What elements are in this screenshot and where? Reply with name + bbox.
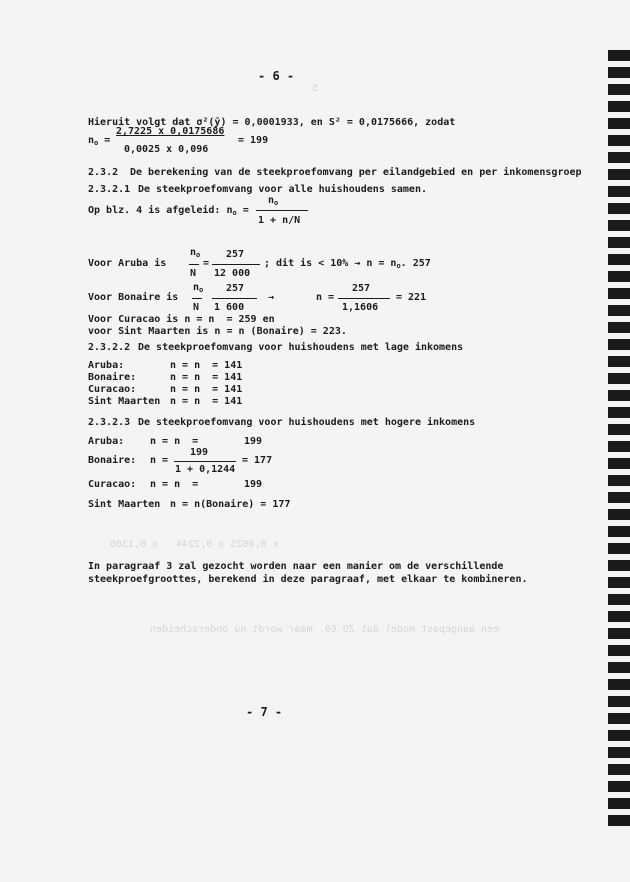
- spiral-binding: [608, 50, 630, 850]
- binding-tab: [608, 475, 630, 486]
- binding-tab: [608, 390, 630, 401]
- binding-tab: [608, 662, 630, 673]
- binding-tab: [608, 288, 630, 299]
- curacao-line: Voor Curacao is n = n = 259 en: [88, 314, 275, 325]
- row-label: Curacao:: [88, 384, 137, 395]
- binding-tab: [608, 356, 630, 367]
- binding-tab: [608, 84, 630, 95]
- binding-tab: [608, 373, 630, 384]
- bonaire-n-label: n =: [316, 292, 335, 303]
- section-title: De steekproefomvang voor alle huishoudens samen.: [138, 184, 427, 195]
- n0-over-n-den: N: [193, 302, 200, 313]
- binding-tab: [608, 305, 630, 316]
- row-formula: n = n = 141: [170, 360, 243, 371]
- section-number: 2.3.2.3: [88, 417, 131, 428]
- binding-tab: [608, 730, 630, 741]
- formula-den: 1 + n/N: [258, 215, 301, 226]
- sint-maarten-formula: n = n(Bonaire) = 177: [170, 499, 291, 510]
- binding-tab: [608, 611, 630, 622]
- binding-tab: [608, 679, 630, 690]
- binding-tab: [608, 781, 630, 792]
- fraction-numerator: 2,7225 x 0,0175686: [116, 126, 225, 137]
- section-number: 2.3.2.1: [88, 184, 131, 195]
- n0-over-n-den: N: [190, 268, 197, 279]
- page-number: - 6 -: [258, 69, 295, 83]
- formula-num: $n_o$: [268, 195, 279, 207]
- n0-label: $n_o$ =: [88, 135, 111, 147]
- bonaire-num: 257: [226, 283, 245, 294]
- aruba-den: 12 000: [214, 268, 251, 279]
- curacao-formula: n = n =: [150, 479, 199, 490]
- row-label: Aruba:: [88, 360, 125, 371]
- bonaire-formula: n =: [150, 455, 169, 466]
- binding-tab: [608, 424, 630, 435]
- bonaire-den: 1 + 0,1244: [175, 464, 236, 475]
- row-formula: n = n = 141: [170, 372, 243, 383]
- fraction-denominator: 0,0025 x 0,096: [124, 144, 209, 155]
- binding-tab: [608, 645, 630, 656]
- sint-maarten-line: voor Sint Maarten is n = n (Bonaire) = 223.: [88, 326, 347, 337]
- binding-tab: [608, 271, 630, 282]
- binding-tab: [608, 118, 630, 129]
- binding-tab: [608, 169, 630, 180]
- binding-tab: [608, 747, 630, 758]
- binding-tab: [608, 322, 630, 333]
- aruba-num: 257: [226, 249, 245, 260]
- binding-tab: [608, 237, 630, 248]
- equals: =: [203, 258, 210, 269]
- sint-maarten-label: Sint Maarten: [88, 499, 161, 510]
- aruba-suffix: ; dit is < $10\% \to n = n_o$. 257: [264, 258, 431, 270]
- binding-tab: [608, 577, 630, 588]
- row-label: Sint Maarten: [88, 396, 161, 407]
- curacao-value: 199: [244, 479, 263, 490]
- binding-tab: [608, 135, 630, 146]
- bonaire-den: 1 600: [214, 302, 245, 313]
- binding-tab: [608, 186, 630, 197]
- aruba-prefix: Voor Aruba is: [88, 258, 167, 269]
- curacao-label: Curacao:: [88, 479, 137, 490]
- n0-over-n-num: $n_o$: [190, 247, 201, 259]
- next-page-number: - 7 -: [246, 705, 283, 719]
- bonaire-n-den: 1,1606: [342, 302, 379, 313]
- binding-tab: [608, 764, 630, 775]
- binding-tab: [608, 220, 630, 231]
- binding-tab: [608, 407, 630, 418]
- aruba-formula: n = n =: [150, 436, 199, 447]
- binding-tab: [608, 254, 630, 265]
- section-title: De steekproefomvang voor huishoudens met hogere inkomens: [138, 417, 476, 428]
- binding-tab: [608, 441, 630, 452]
- binding-tab: [608, 492, 630, 503]
- bonaire-n-val: = 221: [396, 292, 427, 303]
- section-number: 2.3.2.2: [88, 342, 131, 353]
- binding-tab: [608, 696, 630, 707]
- closing-line-2: steekproefgroottes, berekend in deze paragraaf, met elkaar te kombineren.: [88, 574, 528, 585]
- bonaire-num: 199: [190, 447, 209, 458]
- binding-tab: [608, 152, 630, 163]
- row-label: Bonaire:: [88, 372, 137, 383]
- n0-over-n-num: $n_o$: [193, 282, 204, 294]
- binding-tab: [608, 339, 630, 350]
- bleed-through: x 0,0025 x 0,2244 x 0,1306: [110, 539, 279, 550]
- section-number: 2.3.2: [88, 167, 119, 178]
- binding-tab: [608, 594, 630, 605]
- bleed-through: een aangepast model dat ZO 69, maar wordt nu onderscheiden: [150, 624, 500, 635]
- derived-line: Op blz. 4 is afgeleid: $n_o$ =: [88, 205, 249, 217]
- bonaire-prefix: Voor Bonaire is: [88, 292, 179, 303]
- binding-tab: [608, 101, 630, 112]
- binding-tab: [608, 815, 630, 826]
- section-title: De steekproefomvang voor huishoudens met lage inkomens: [138, 342, 464, 353]
- bleed-through: - 5 -: [300, 83, 331, 94]
- binding-tab: [608, 628, 630, 639]
- bonaire-value: = 177: [242, 455, 273, 466]
- row-formula: n = n = 141: [170, 396, 243, 407]
- binding-tab: [608, 798, 630, 809]
- fraction-result: = 199: [238, 135, 269, 146]
- binding-tab: [608, 560, 630, 571]
- binding-tab: [608, 543, 630, 554]
- bonaire-n-num: 257: [352, 283, 371, 294]
- aruba-value: 199: [244, 436, 263, 447]
- binding-tab: [608, 713, 630, 724]
- bonaire-label: Bonaire:: [88, 455, 137, 466]
- binding-tab: [608, 50, 630, 61]
- row-formula: n = n = 141: [170, 384, 243, 395]
- closing-line-1: In paragraaf 3 zal gezocht worden naar een manier om de verschillende: [88, 561, 504, 572]
- arrow: →: [268, 292, 275, 303]
- binding-tab: [608, 67, 630, 78]
- binding-tab: [608, 203, 630, 214]
- aruba-label: Aruba:: [88, 436, 125, 447]
- binding-tab: [608, 509, 630, 520]
- intro-line: Hieruit volgt dat σ²(ȳ) = 0,0001933, en S² = 0,0175666, zodat: [88, 117, 456, 128]
- binding-tab: [608, 458, 630, 469]
- section-title: De berekening van de steekproefomvang per eilandgebied en per inkomensgroep: [130, 167, 582, 178]
- binding-tab: [608, 526, 630, 537]
